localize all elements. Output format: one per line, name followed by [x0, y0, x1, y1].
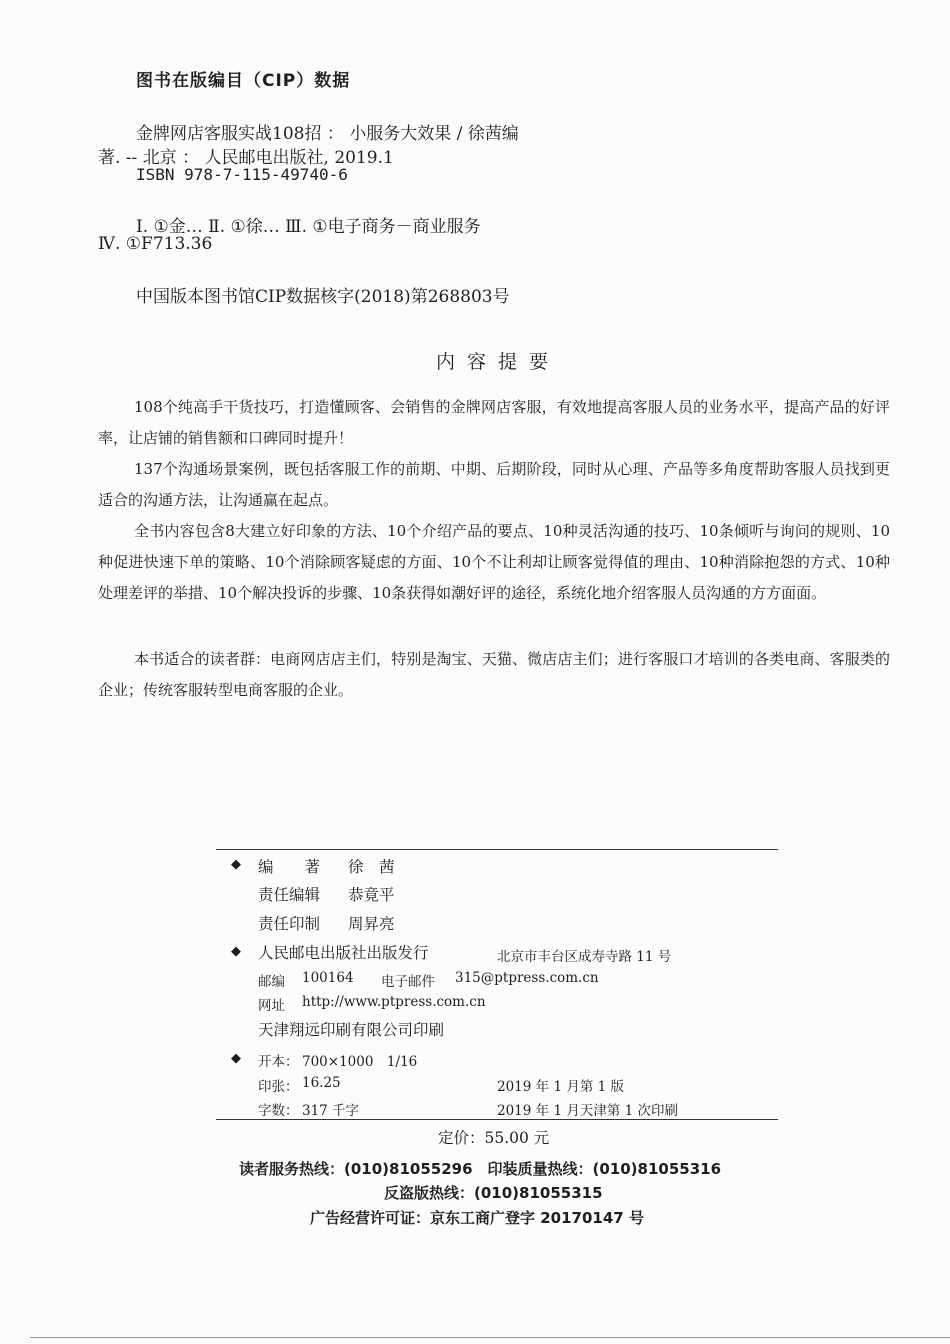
diamond-bullet: ◆ [231, 1051, 241, 1066]
editor-label: 编 著 [258, 858, 321, 876]
responsible-editor-name: 恭竟平 [348, 886, 395, 904]
credits-bottom-rule [216, 1119, 778, 1120]
printer: 天津翔远印刷有限公司印刷 [258, 1021, 445, 1039]
website-label: 网址 [258, 998, 285, 1014]
diamond-bullet: ◆ [231, 857, 241, 872]
cip-classification-line: Ⅰ. ①金… Ⅱ. ①徐… Ⅲ. ①电子商务－商业服务 [136, 217, 481, 237]
responsible-print-label: 责任印制 [258, 915, 321, 933]
sheets-value: 16.25 [302, 1075, 341, 1091]
word-count: 317 千字 [302, 1103, 360, 1119]
postcode: 100164 [302, 970, 354, 986]
reader-service-hotline: 读者服务热线：(010)81055296 印装质量热线：(010)81055316 [239, 1160, 722, 1178]
website-url: http://www.ptpress.com.cn [302, 994, 486, 1010]
email-address: 315@ptpress.com.cn [455, 970, 599, 986]
cip-record-number: 中国版本图书馆CIP数据核字(2018)第268803号 [136, 287, 510, 307]
edition: 2019 年 1 月第 1 版 [497, 1079, 624, 1095]
summary-paragraph-3: 全书内容包含8大建立好印象的方法、10个介绍产品的要点、10种灵活沟通的技巧、10条倾听与询问的规则、10种促进快速下单的策略、10个消除顾客疑虑的方面、10个不让利却让顾客觉得值的理由、10种消除抱怨的方式、10种处理差评的举措、10个解决投诉的步骤、10条获得如潮好评的途径，系统化地介绍客服人员沟通的方方面面。 [98, 522, 890, 602]
cip-title-line: 金牌网店客服实战108招 ： 小服务大效果 / 徐茜编 [136, 124, 519, 144]
summary-paragraph-2: 137个沟通场景案例，既包括客服工作的前期、中期、后期阶段，同时从心理、产品等多角度帮助客服人员找到更适合的沟通方法，让沟通赢在起点。 [98, 460, 890, 509]
credits-top-rule [216, 849, 778, 850]
advertising-license: 广告经营许可证：京东工商广登字 20170147 号 [310, 1209, 644, 1227]
cip-isbn: ISBN 978-7-115-49740-6 [136, 165, 348, 184]
cip-classification-number: Ⅳ. ①F713.36 [98, 234, 213, 254]
email-label: 电子邮件 [381, 974, 435, 990]
publisher-address: 北京市丰台区成寿寺路 11 号 [497, 949, 672, 965]
format-value: 700×1000 1/16 [302, 1054, 418, 1070]
responsible-editor-label: 责任编辑 [258, 886, 321, 904]
responsible-print-name: 周昇亮 [348, 915, 395, 933]
format-label: 开本： [258, 1054, 299, 1070]
word-count-label: 字数： [258, 1103, 299, 1119]
diamond-bullet: ◆ [231, 944, 241, 959]
price: 定价：55.00 元 [438, 1129, 550, 1147]
cip-publisher-line: 著. -- 北京 ： 人民邮电出版社, 2019.1 [98, 148, 394, 168]
sheets-label: 印张： [258, 1079, 299, 1095]
printing-info: 2019 年 1 月天津第 1 次印刷 [497, 1103, 678, 1119]
postcode-label: 邮编 [258, 974, 285, 990]
cip-heading: 图书在版编目（CIP）数据 [136, 71, 351, 91]
publisher: 人民邮电出版社出版发行 [258, 944, 429, 962]
page-bottom-edge [30, 1337, 950, 1338]
summary-title: 内容提要 [436, 351, 561, 373]
summary-paragraph-4: 本书适合的读者群：电商网店店主们，特别是淘宝、天猫、微店店主们；进行客服口才培训的各类电商、客服类的企业；传统客服转型电商客服的企业。 [98, 650, 890, 699]
editor-name: 徐 茜 [348, 858, 395, 876]
summary-paragraph-1: 108个纯高手干货技巧，打造懂顾客、会销售的金牌网店客服，有效地提高客服人员的业务水平，提高产品的好评率，让店铺的销售额和口碑同时提升！ [98, 398, 890, 447]
anti-piracy-hotline: 反盗版热线：(010)81055315 [384, 1184, 603, 1202]
